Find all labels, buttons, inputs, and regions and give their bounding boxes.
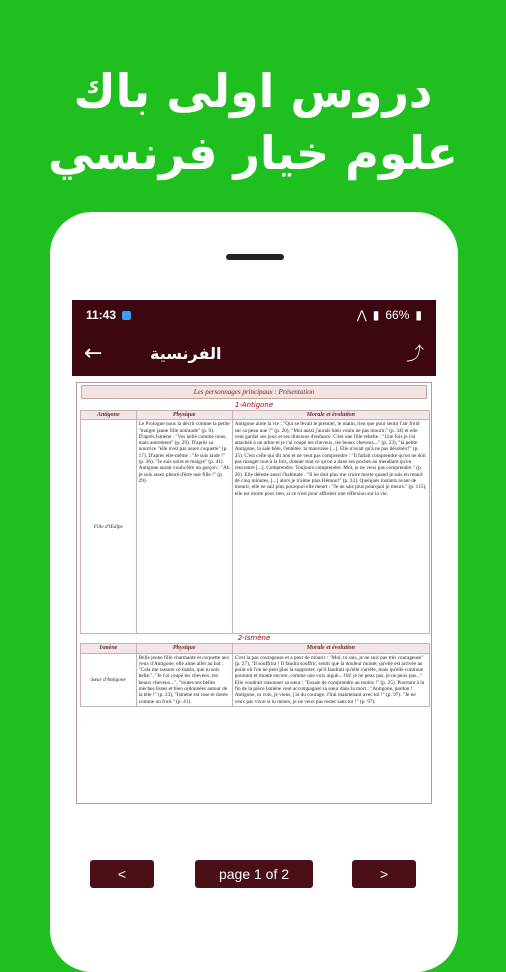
character-morale: C'est la pas courageuse et a peur de mourir : "Moi, tu sais, je ne suis pas très courageuse" (p. 27), "Il souffrira ! Il faudra souffrir, sentir que la douleur monte, qu'elle est arrivée au point où l'on ne peut plus la supporter, qu'il faudrait qu'elle s'arrête, mais qu'elle continue pourtant et monte encore, comme une voix aiguë... Oh! je ne peux pas, je ne peux pas..." Elle voudrait raisonner sa sœur : "Essaie de comprendre au moins !" (p. 25). Pourtant à la fin de la pièce Ismène veut accompagner sa sœur dans la mort : "Antigone, pardon ! Antigone, tu vois, je viens, j'ai du courage. J'irai maintenant avec toi !" (p. 97). "Je ne veux pas vivre si tu meurs, je ne veux pas rester sans toi !" (p. 97).: [232, 653, 429, 706]
promo-line-1: دروس اولى باك: [73, 64, 433, 118]
table-ismene: [80, 643, 430, 707]
header-physique: Physique: [136, 411, 232, 420]
header-morale: Morale et évolution: [232, 411, 429, 420]
header-character: Ismène: [81, 644, 137, 653]
document-page[interactable]: [72, 376, 436, 816]
status-right: [357, 308, 422, 322]
prev-page-button[interactable]: <: [90, 860, 154, 888]
character-physique: Belle jeune fille charmante et coquette aux yeux d'Antigone, elle aime aller au bal : "Cela me rassure ce matin, que tu sois belle.", "Je t'ai coupé tes cheveux, tes beaux cheveux...", "toutes ses belles mèches lisses et bien ordonnées autour de la tête !" (p. 23), "Ismène est rose et dorée comme un fruit." (p. 41).: [136, 653, 232, 706]
page-indicator[interactable]: page 1 of 2: [195, 860, 313, 888]
character-morale: Antigone aime la vie : "Qui se lèvait le premier, le matin, rien que pour sentir l'air froid sur sa peau nue ?" (p. 20), "Moi aussi j'aurais bien voulu ne pas mourir." (p. 34) et elle veut garder ses jeux et ses illusions d'enfance. C'est une fille rebelle : "Une fois je t'ai attachée à un arbre et je t'ai coupé tes cheveux, tes beaux cheveux..." (p. 23), "la petite Antigone, la sale bête, l'entêtée, la mauvaise [...]. Elle n'avait qu'à ne pas désobéir!" (p. 25). C'est celle qui dit non et ne veut pas comprendre : "Il fallait comprendre qu'on ne doit pas manger tout à la fois, donner tout ce qu'on a dans ses poches au mendiant qu'on rencontre [...]. Comprendre. Toujours comprendre. Moi, je ne veux pas comprendre." (p. 26). Elle déteste aussi l'habitude : "Il ne doit plus me croire morte quand je suis en retard de cinq minutes, [...] alors je n'aime plus Hémon!" (p. 33). Quelques instants avant de mourir, elle ne sait plus pourquoi elle meurt : "Je ne sais plus pourquoi je meurs." (p. 115), elle est morte pour rien, si ce n'est pour affirmer une réflexion sur la vie.: [232, 420, 429, 634]
phone-frame: [50, 212, 458, 972]
character-name: Sœur d'Antigone: [81, 653, 137, 706]
header-character: Antigone: [81, 411, 137, 420]
document-title: Les personnages principaux : Présentation: [81, 385, 427, 399]
character-name: Fille d'Œdipe: [81, 420, 137, 634]
phone-speaker: [226, 254, 284, 260]
page-title: الفرنسية: [150, 343, 222, 363]
pagination: [72, 830, 436, 920]
table-header-row: [81, 411, 430, 420]
phone-screen: [72, 300, 436, 920]
promo-title: [0, 60, 506, 184]
battery-icon: ▮: [415, 308, 422, 322]
character-physique: Le Prologue nous la décrit comme la petite "maigre jaune fille noiraude" (p. 9). D'après Ismène : "Vos belle comme nous, mais autrement" (p. 29). D'après sa nourrice "elle n'est pas assez coquette" (p. 17). D'après elle-même : "Je suis laide !" (p. 36). "Je suis noire et maigre" (p. 41). Antigone aurait voulu être un garçon : "Ah je suis assez pleuré d'être une fille !" (p. 29).: [136, 420, 232, 634]
section-antigone: 1-Antigone: [234, 401, 274, 409]
section-ismene: 2-Ismène: [237, 634, 271, 643]
header-morale: Morale et évolution: [232, 644, 429, 653]
share-icon[interactable]: ⤴: [406, 344, 424, 365]
signal-icon: ▮: [372, 308, 380, 322]
document-frame: [76, 382, 432, 804]
status-time: 11:43: [86, 308, 117, 322]
wifi-icon: ⋀: [356, 308, 367, 322]
table-antigone: [80, 410, 430, 634]
next-page-button[interactable]: >: [352, 860, 416, 888]
table-header-row: [81, 644, 430, 653]
app-bar: [72, 330, 436, 376]
header-physique: Physique: [136, 644, 232, 653]
status-bar: [72, 300, 436, 330]
notification-icon: [122, 311, 131, 320]
arrow-back-icon[interactable]: ←: [84, 340, 103, 366]
table-row: [81, 420, 430, 634]
battery-level: 66%: [385, 308, 410, 322]
table-row: [81, 653, 430, 706]
promo-line-2: علوم خيار فرنسي: [48, 126, 458, 180]
